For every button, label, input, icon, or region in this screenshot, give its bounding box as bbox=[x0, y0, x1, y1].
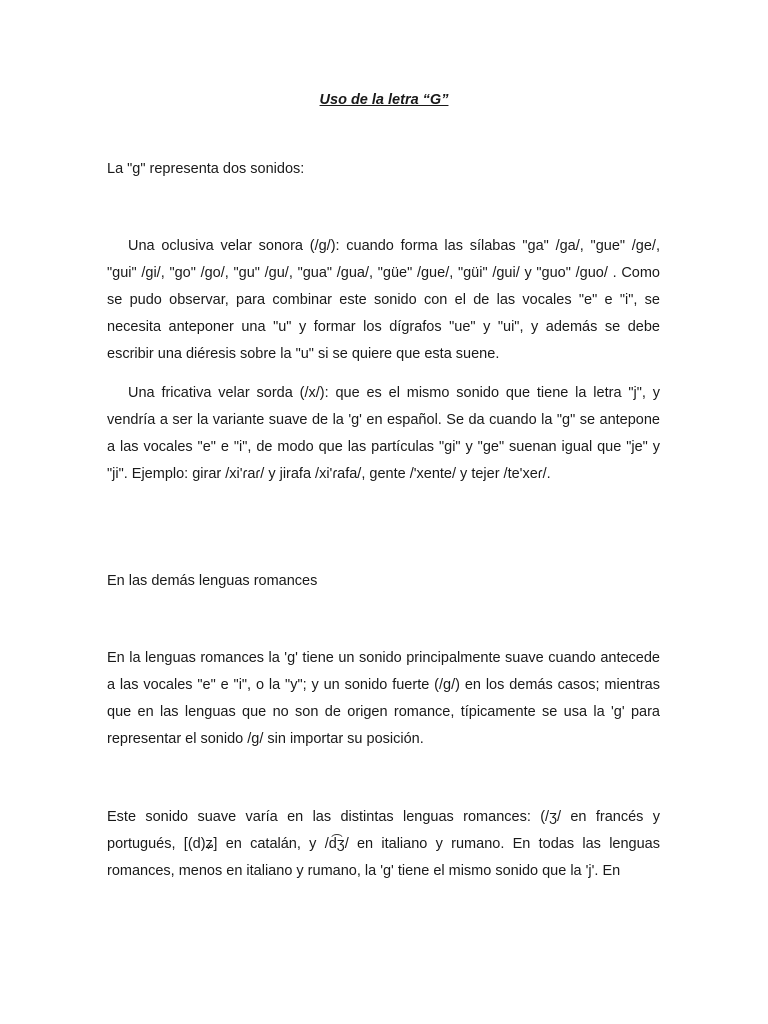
sonido-suave-paragraph: Este sonido suave varía en las distintas lenguas romances: (/ʒ/ en francés y portugués, [(d)ʑ] en catalán, y /d͡ʒ/ en italiano y rumano. En todas las lenguas romances, menos en italiano y rumano, la 'g' tiene el mismo sonido que la 'j'. En bbox=[107, 809, 660, 879]
romances-paragraph: En la lenguas romances la 'g' tiene un sonido principalmente suave cuando antecede a las vocales "e" e "i", o la "y"; y un sonido fuerte (/g/) en los demás casos; mientras que en las lenguas que no son de origen romance, típicamente se usa la 'g' para representar el sonido /g/ sin importar su posición. bbox=[107, 650, 660, 747]
oclusiva-paragraph: Una oclusiva velar sonora (/g/): cuando forma las sílabas "ga" /ga/, "gue" /ge/, "gui" /gi/, "go" /go/, "gu" /gu/, "gua" /gua/, "güe" /gue/, "güi" /gui/ y "guo" /guo/ . Como se pudo observar, para combinar este sonido con el de las vocales "e" e "i", se necesita anteponer una "u" y formar los dígrafos "ue" y "ui", y además se debe escribir una diéresis sobre la "u" si se quiere que esta suene. bbox=[107, 238, 660, 362]
fricativa-paragraph: Una fricativa velar sorda (/x/): que es el mismo sonido que tiene la letra "j", y vendría a ser la variante suave de la 'g' en español. Se da cuando la "g" se antepone a las vocales "e" e "i", de modo que las partículas "gi" y "ge" suenan igual que "je" y "ji". Ejemplo: girar /xi'ɾaɾ/ y jirafa /xi'ɾafa/, gente /'xente/ y tejer /te'xeɾ/. bbox=[107, 385, 660, 482]
section-heading-romances: En las demás lenguas romances bbox=[107, 573, 318, 589]
document-title: Uso de la letra “G” bbox=[319, 92, 449, 108]
intro-paragraph: La "g" representa dos sonidos: bbox=[107, 161, 305, 177]
